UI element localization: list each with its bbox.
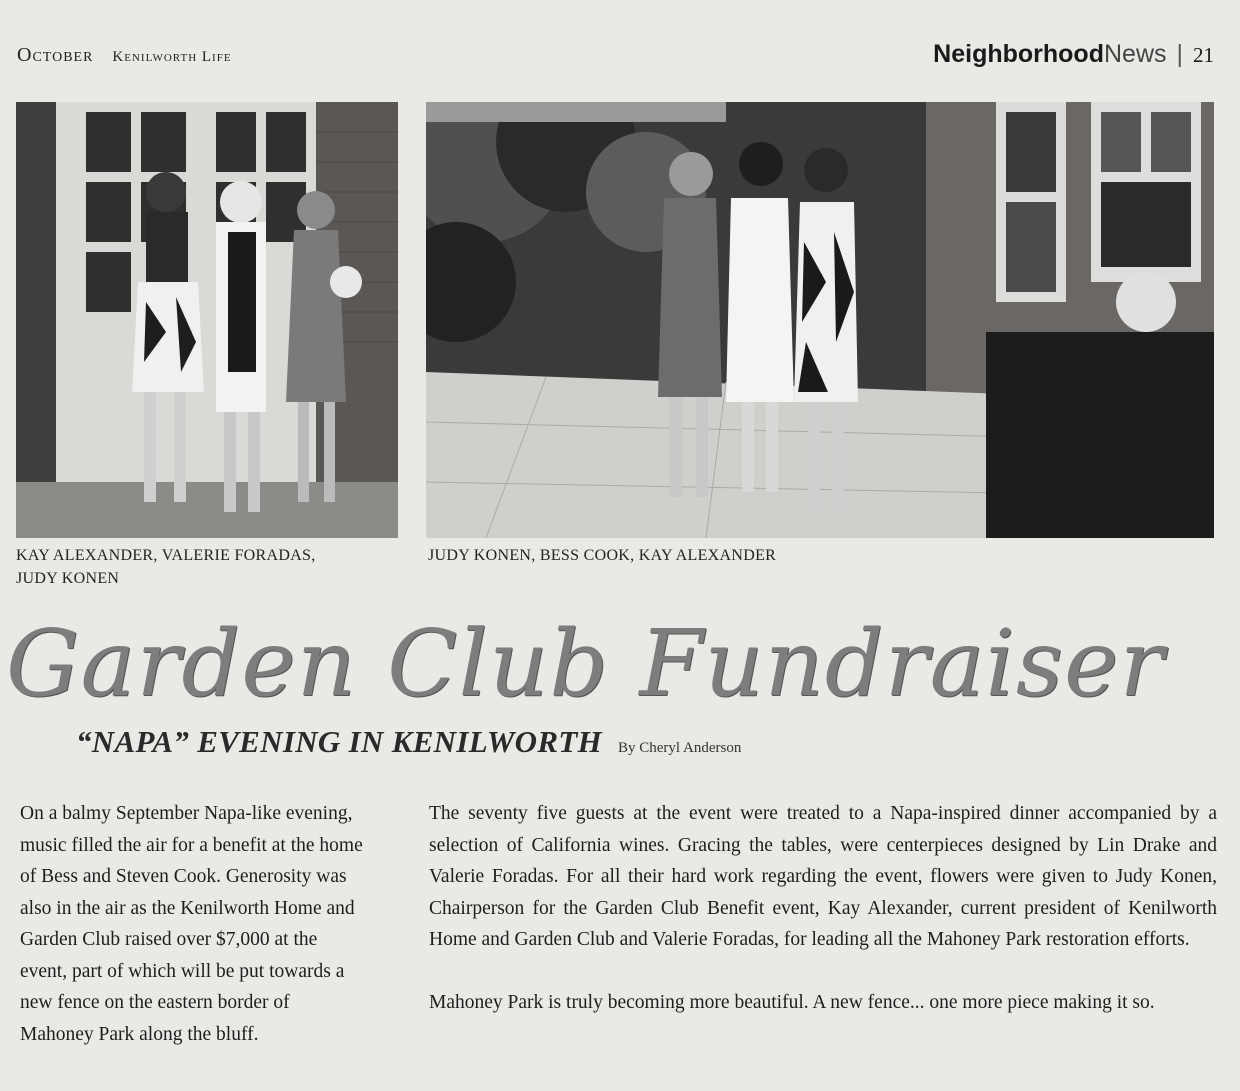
photo-three-women-doorway — [16, 102, 398, 538]
header-separator: | — [1176, 40, 1183, 68]
article-paragraph: The seventy five guests at the event were treated to a Napa-inspired dinner accompanied by a selection of California wines. Gracing the tables, were centerpieces designed by Lin Drake and Valerie Foradas. For all their hard work regarding the event, flowers were given to Judy Konen, Chairperson for the Garden Club Benefit event, Kay Alexander, current president of Kenilworth Home and Garden Club and Valerie Foradas, for leading all the Mahoney Park restoration efforts. — [429, 803, 1217, 950]
section-name-light: News — [1103, 40, 1167, 68]
magazine-name: Kenilworth Life — [112, 49, 232, 65]
article-title: Garden Club Fundraiser — [6, 610, 1165, 717]
article-paragraph: Mahoney Park is truly becoming more beautiful. A new fence... one more piece making it so. — [429, 991, 1155, 1013]
photo-caption-left: KAY ALEXANDER, VALERIE FORADAS, JUDY KONEN — [16, 547, 316, 587]
section-header — [933, 40, 1214, 69]
issue-month: October — [17, 44, 94, 66]
article-paragraph: On a balmy September Napa-like evening, music filled the air for a benefit at the home of Bess and Steven Cook. Generosity was also in the air as the Kenilworth Home and Garden Club raised over $7,000 at the event, part of which will be put towards a new fence on the eastern border of Mahoney Park along the bluff. — [20, 803, 363, 1045]
article-column-left — [20, 798, 365, 1050]
article-byline: By Cheryl Anderson — [618, 740, 742, 756]
article-column-right — [429, 798, 1217, 1049]
section-name-bold: Neighborhood — [933, 40, 1104, 68]
article-subtitle-line — [76, 724, 741, 760]
photo-three-women-patio — [426, 102, 1214, 538]
article-subtitle: “NAPA” EVENING IN KENILWORTH — [76, 724, 602, 759]
page-header-left — [17, 44, 232, 67]
photo-caption-right: JUDY KONEN, BESS COOK, KAY ALEXANDER — [428, 547, 777, 564]
page-number: 21 — [1193, 43, 1214, 67]
